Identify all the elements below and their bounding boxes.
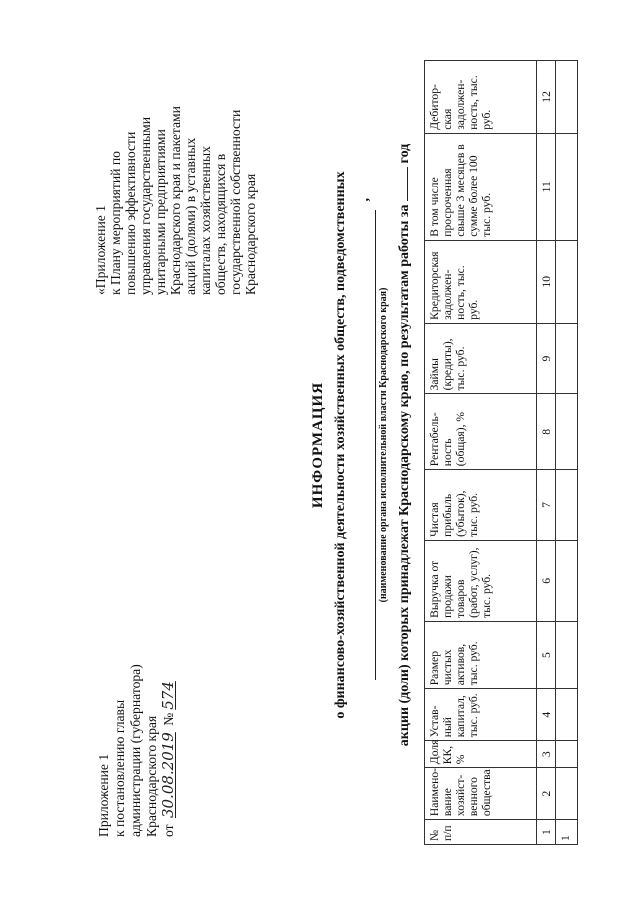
table-cell — [556, 689, 578, 741]
table-header-row — [425, 61, 537, 845]
table-cell — [556, 741, 578, 768]
appendix-right-line: унитарными предприятиями — [153, 129, 168, 295]
table-header-cell: Кредиторская задолжен-ность, тыс. руб. — [425, 240, 537, 323]
table-cell — [556, 133, 578, 240]
column-number-cell: 12 — [537, 61, 556, 134]
appendix-plan-block — [93, 15, 258, 295]
results-period-line — [395, 135, 413, 755]
column-number-cell: 5 — [537, 621, 556, 688]
table-cell — [556, 323, 578, 394]
table-cell — [556, 394, 578, 470]
appendix-right-line: обществ, находящихся в — [213, 153, 228, 295]
column-number-cell: 9 — [537, 323, 556, 394]
appendix-right-line: управления государственными — [138, 117, 153, 295]
appendix-right-line: к Плану мероприятий по — [108, 151, 123, 295]
column-number-cell: 3 — [537, 741, 556, 768]
column-number-cell: 4 — [537, 689, 556, 741]
appendix-left-date-line — [160, 507, 177, 837]
document-title: ИНФОРМАЦИЯ — [310, 381, 326, 509]
appendix-right-line: повышению эффективности — [123, 131, 138, 295]
number-prefix: № — [161, 712, 176, 726]
table-header-cell: Устав-ный капитал, тыс. руб. — [425, 689, 537, 741]
year-blank — [395, 167, 408, 201]
table-header-cell: Чистая прибыль (убыток), тыс. руб. — [425, 470, 537, 541]
table-header-cell: Выручка от продажи товаров (работ, услуг), тыс. руб. — [425, 540, 537, 621]
table-header-cell: Займы (кредиты), тыс. руб. — [425, 323, 537, 394]
handwritten-date: 30.08.2019 — [159, 732, 177, 819]
table-header-cell: Рентабель-ность (общая), % — [425, 394, 537, 470]
appendix-left-line-2: к постановлению главы — [112, 699, 127, 837]
appendix-right-line: акций (долями) в уставных — [183, 137, 198, 295]
appendix-right-line: государственной собственности — [228, 109, 243, 295]
results-suffix: год — [397, 143, 412, 164]
table-cell — [556, 768, 578, 820]
results-prefix: акции (доли) которых принадлежат Краснодарскому краю, по результатам работы за — [397, 204, 412, 747]
organization-blank-line — [357, 198, 376, 680]
financial-info-table — [424, 60, 578, 845]
handwritten-number: 574 — [159, 681, 177, 710]
table-cell — [556, 621, 578, 688]
document-heading — [310, 135, 413, 755]
column-number-cell: 6 — [537, 540, 556, 621]
table-header-cell: Доля КК, % — [425, 741, 537, 768]
table-header-cell: Размер чистых активов, тыс. руб. — [425, 621, 537, 688]
table-cell: 1 — [556, 820, 578, 845]
appendix-right-line: «Приложение 1 — [93, 205, 108, 295]
appendix-right-line: Краснодарского края и пакетами — [168, 106, 183, 295]
organization-line-comma: , — [357, 198, 372, 202]
column-number-cell: 8 — [537, 394, 556, 470]
column-number-cell: 10 — [537, 240, 556, 323]
date-prefix: от — [161, 824, 176, 837]
appendix-resolution-block — [96, 507, 177, 837]
table-row — [556, 61, 578, 845]
table-column-number-row — [537, 61, 556, 845]
column-number-cell: 7 — [537, 470, 556, 541]
appendix-right-line: капиталах хозяйственных — [198, 146, 213, 295]
column-number-cell: 11 — [537, 133, 556, 240]
table-header-cell: № п/п — [425, 820, 537, 845]
column-number-cell: 2 — [537, 768, 556, 820]
table-cell — [556, 240, 578, 323]
appendix-left-line-4: Краснодарского края — [144, 715, 159, 837]
appendix-left-line-1: Приложение 1 — [96, 753, 111, 837]
table-cell — [556, 540, 578, 621]
document-subtitle: о финансово-хозяйственной деятельности хозяйственных обществ, подведомственных — [333, 171, 348, 719]
table-header-cell: Наимено-вание хозяйст-венного общества — [425, 768, 537, 820]
table-cell — [556, 61, 578, 134]
appendix-right-line: Краснодарского края — [243, 173, 258, 295]
table-cell — [556, 470, 578, 541]
column-number-cell: 1 — [537, 820, 556, 845]
table-header-cell: Дебитор-ская задолжен-ность, тыс. руб. — [425, 61, 537, 134]
table-header-cell: В том числе просроченная свыше 3 месяцев в сумме более 100 тыс. руб. — [425, 133, 537, 240]
appendix-left-line-3: администрации (губернатора) — [128, 664, 143, 837]
organization-caption: (наименование органа исполнительной власти Краснодарского края) — [378, 287, 389, 603]
